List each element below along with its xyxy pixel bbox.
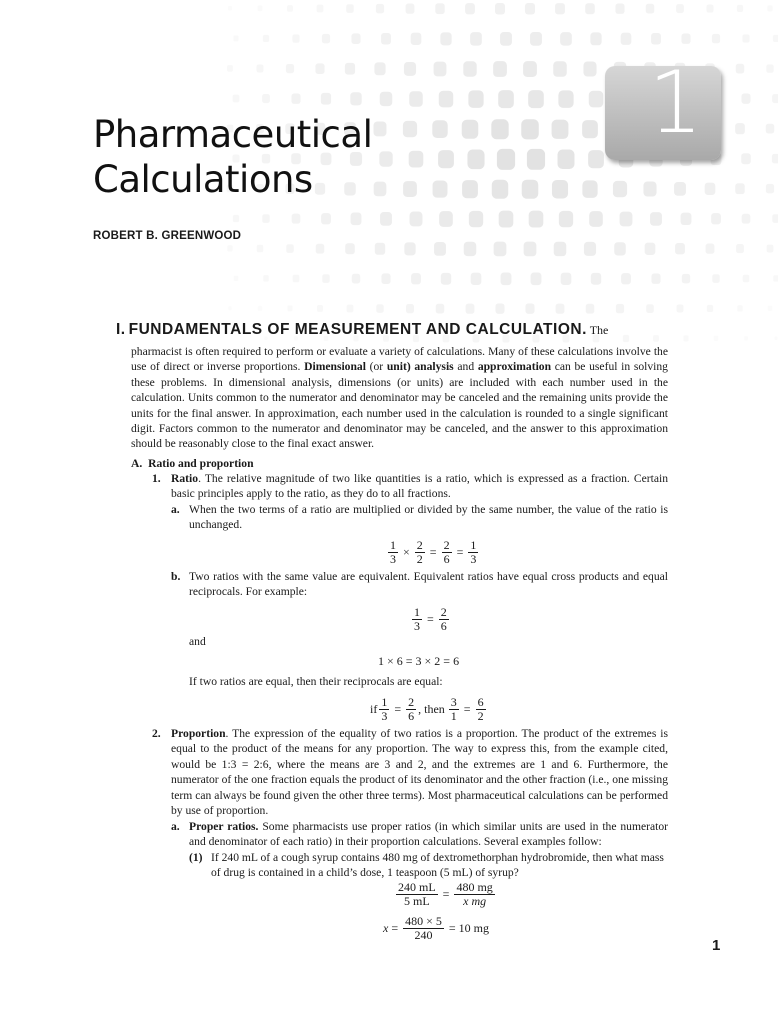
item-2-term: Proportion: [171, 727, 226, 740]
decor-square: [433, 181, 448, 198]
eq1-num4: 1: [470, 538, 477, 552]
decor-square: [291, 93, 300, 103]
page-number: 1: [712, 937, 721, 954]
eq6-num: 480 × 5: [405, 914, 442, 928]
decor-square: [583, 61, 596, 76]
decor-square: [714, 336, 719, 341]
decor-square: [676, 4, 684, 13]
decor-square: [434, 62, 447, 77]
eq5-den2: x mg: [463, 894, 487, 908]
eq1-num1: 1: [390, 538, 396, 552]
eq2-equals: =: [427, 612, 434, 626]
equation-cross-products: 1 × 6 = 3 × 2 = 6: [378, 654, 460, 668]
decor-square: [262, 214, 270, 223]
decor-square: [705, 183, 716, 195]
decor-square: [495, 3, 505, 14]
decor-square: [736, 244, 744, 253]
decor-square: [706, 4, 713, 12]
decor-square: [555, 3, 565, 14]
decor-square: [530, 32, 542, 46]
eq5-num2: 480 mg: [456, 880, 493, 894]
decor-square: [767, 5, 772, 11]
term-unit: unit): [386, 360, 411, 374]
eq1-equals2: =: [456, 545, 464, 559]
decor-square: [582, 120, 598, 138]
eq5-den1: 5 mL: [404, 894, 430, 908]
eq1-den4: 3: [470, 552, 477, 566]
decor-square: [590, 32, 601, 45]
item-1-text: [171, 471, 668, 502]
decor-square: [347, 305, 354, 313]
decor-square: [651, 273, 660, 283]
decor-square: [674, 182, 686, 196]
decor-square: [773, 275, 778, 281]
item-2a-body: Some pharmacists use proper ratios (in which similar units are used in the numerator and denominator of each ratio) in their proportion calculations. Several examples follow:: [189, 820, 669, 849]
decor-square: [351, 33, 360, 44]
decor-square: [263, 35, 269, 42]
eq6-equals1: =: [391, 921, 399, 935]
decor-square: [351, 213, 362, 226]
eq4-den2: 6: [408, 709, 415, 723]
decor-square: [744, 336, 748, 340]
decor-square: [766, 64, 773, 72]
decor-square: [737, 305, 742, 311]
decor-square: [554, 242, 567, 256]
section-i-paragraph: [116, 322, 668, 338]
item-2-body: . The expression of the equality of two ratios is a proportion. The product of the extremes is equal to the product of the means for any proportion. The way to express this, from the example cited, would be 1:3 = 2:6, where the means are 3 and 2, and the extremes are 1 and 6. Furthermore, the numerator of the one fraction equals the product of its denominator and the other fraction (i.e., one missing term can always be found given the other three terms). Most pharmaceutical calculations can be performed by use of proportion.: [171, 727, 668, 818]
equation-solution: [383, 915, 489, 942]
eq6-x: x: [383, 921, 389, 935]
decor-square: [766, 184, 774, 194]
item-1a-text: When the two terms of a ratio are multiplied or divided by the same number, the value of the ratio is unchanged.: [189, 503, 668, 532]
decor-square: [404, 62, 416, 76]
decor-square: [375, 243, 385, 255]
eq4-num3: 3: [450, 695, 457, 709]
decor-square: [436, 304, 444, 314]
decor-square: [682, 274, 690, 284]
decor-square: [493, 61, 507, 77]
decor-square: [501, 273, 512, 286]
decor-square: [440, 32, 451, 45]
decor-square: [315, 63, 324, 74]
eq1-equals1: =: [429, 545, 437, 559]
decor-square: [529, 211, 544, 228]
subsection-a-label: A.: [131, 457, 143, 470]
decor-square: [469, 211, 483, 227]
eq2-num2: 2: [440, 605, 447, 619]
decor-square: [768, 306, 773, 311]
item-2-label: 2.: [152, 727, 161, 740]
decor-square: [528, 90, 544, 108]
decor-square: [585, 3, 595, 14]
decor-square: [525, 3, 535, 15]
decor-square: [677, 305, 684, 313]
decor-square: [462, 120, 478, 139]
decor-square: [582, 180, 597, 197]
decor-square: [411, 273, 421, 284]
decor-square: [621, 33, 632, 45]
chapter-author: ROBERT B. GREENWOOD: [93, 230, 242, 242]
eq4-equals2: =: [463, 702, 471, 716]
eq2-den2: 6: [440, 619, 447, 633]
term-dimensional: Dimensional: [304, 360, 366, 374]
eq1-times: ×: [403, 545, 410, 559]
decor-square: [380, 212, 392, 226]
decor-square: [527, 149, 545, 170]
decor-square: [228, 306, 231, 310]
reciprocal-text: If two ratios are equal, then their reciprocals are equal:: [189, 675, 443, 688]
decor-square: [227, 245, 232, 251]
decor-square: [262, 94, 270, 103]
decor-square: [557, 149, 574, 169]
decor-square: [376, 304, 383, 313]
eq4-num2: 2: [408, 695, 415, 709]
decor-square: [322, 34, 330, 43]
decor-square: [403, 121, 417, 137]
decor-square: [346, 4, 354, 13]
decor-square: [646, 304, 654, 313]
section-i-heading: FUNDAMENTALS OF MEASUREMENT AND CALCULATION.: [128, 321, 587, 338]
decor-square: [406, 304, 414, 313]
decor-square: [467, 149, 484, 169]
item-1-body: . The relative magnitude of two like quantities is a ratio, which is expressed as a fraction. Certain basic principles apply to the ratio, as they do to all fractions.: [171, 472, 668, 501]
decor-square: [286, 64, 294, 73]
decor-square: [441, 273, 451, 285]
decor-square: [381, 33, 391, 44]
decor-square: [552, 180, 568, 198]
decor-square: [706, 244, 715, 254]
decor-square: [711, 213, 721, 224]
equation-proper-ratio: [394, 881, 497, 908]
decor-square: [712, 274, 719, 283]
decor-square: [615, 3, 624, 13]
decor-square: [712, 34, 720, 43]
decor-square: [345, 63, 355, 75]
decor-square: [707, 305, 713, 312]
decor-square: [286, 244, 294, 253]
item-1a-label: a.: [171, 503, 180, 516]
section-i-label: I.: [116, 321, 126, 338]
decor-square: [381, 273, 390, 284]
decor-square: [616, 304, 624, 313]
decor-square: [589, 211, 603, 227]
eq6-equals2: =: [448, 921, 456, 935]
decor-square: [258, 306, 262, 311]
intro-or: (or: [369, 360, 384, 374]
decor-square: [772, 154, 778, 164]
decor-square: [322, 274, 330, 283]
intro-text-1: pharmacist is often required to perform or evaluate a variety of calculations. Many of these calculations involve the use of direct or inverse proportions.: [131, 345, 668, 374]
decor-square: [531, 273, 542, 286]
eq5-num1: 240 mL: [398, 880, 436, 894]
decor-square: [352, 274, 360, 284]
and-text: and: [189, 635, 206, 648]
decor-square: [497, 149, 515, 170]
decor-square: [380, 92, 393, 106]
example-1-text: If 240 mL of a cough syrup contains 480 mg of dextromethorphan hydrobromide, then what mass of drug is contained in a child’s dose, 1 teaspoon (5 mL) of syrup?: [211, 851, 664, 880]
item-1-label: 1.: [152, 472, 161, 485]
chapter-title: [93, 112, 372, 202]
decor-square: [645, 243, 656, 255]
eq4-then: , then: [418, 702, 445, 716]
decor-square: [258, 6, 263, 12]
decor-square: [464, 242, 476, 256]
decor-square: [621, 273, 631, 284]
intro-text-2: can be useful in solving these problems. In dimensional analysis, dimensions (or units) are included with each number used in the calculation. Units common to the numerator and denominator may be canceled and the remaining units provide the units for the final answer. In approximation, each number used in the calculation is rounded to a single significant digit. Factors common to the numerator and denominator may be canceled, and the answer to this approximation should be reasonably close to the final exact answer.: [131, 360, 668, 451]
item-1-term: Ratio: [171, 472, 199, 485]
decor-square: [317, 305, 323, 312]
eq6-den: 240: [414, 928, 433, 942]
decor-square: [735, 123, 745, 134]
decor-square: [292, 214, 301, 224]
decor-square: [736, 64, 744, 74]
item-2a-term: Proper ratios.: [189, 820, 259, 833]
decor-square: [650, 212, 662, 226]
decor-square: [287, 5, 293, 12]
eq2-den1: 3: [414, 619, 420, 633]
item-2-text: [171, 726, 668, 818]
decor-square: [439, 211, 453, 227]
decor-square: [435, 3, 444, 14]
decor-square: [675, 243, 685, 254]
eq2-num1: 1: [414, 605, 420, 619]
decor-square: [321, 93, 331, 105]
decor-square: [775, 337, 778, 340]
chapter-number: 1: [648, 53, 703, 153]
decor-square: [409, 91, 423, 107]
decor-square: [584, 242, 596, 256]
section-i-intro-first: The: [589, 323, 609, 337]
decor-square: [227, 65, 233, 72]
equation-equivalent-ratios: [410, 606, 451, 633]
decor-square: [350, 92, 361, 105]
decor-square: [376, 4, 384, 14]
item-1b-label: b.: [171, 570, 181, 583]
example-1-label: (1): [189, 851, 203, 864]
decor-square: [742, 94, 751, 104]
decor-square: [772, 94, 778, 103]
eq5-equals: =: [442, 887, 450, 901]
decor-square: [438, 150, 454, 168]
decor-square: [681, 213, 692, 225]
decor-square: [374, 122, 387, 137]
decor-square: [292, 34, 299, 42]
decor-square: [293, 275, 300, 283]
decor-square: [552, 120, 569, 139]
term-analysis: analysis: [414, 360, 454, 374]
decor-square: [439, 91, 453, 108]
decor-square: [409, 151, 424, 168]
decor-square: [410, 212, 423, 227]
decor-square: [742, 214, 751, 224]
decor-square: [766, 124, 774, 134]
decor-square: [403, 181, 417, 197]
decor-square: [683, 335, 688, 341]
decor-square: [492, 180, 508, 199]
decor-square: [742, 34, 749, 42]
decor-square: [316, 244, 325, 254]
item-2a-label: a.: [171, 820, 180, 833]
decor-square: [524, 242, 537, 257]
section-i-intro: [131, 344, 668, 452]
decor-square: [499, 211, 514, 228]
eq1-den2: 2: [416, 552, 423, 566]
decor-square: [233, 35, 238, 41]
decor-square: [470, 32, 482, 45]
decor-square: [465, 3, 475, 14]
decor-square: [404, 242, 415, 255]
decor-square: [558, 90, 573, 107]
eq1-den1: 3: [390, 552, 396, 566]
subsection-a-title: Ratio and proportion: [148, 457, 254, 470]
decor-square: [589, 91, 603, 108]
term-approximation: approximation: [477, 360, 552, 374]
eq4-if: if: [370, 702, 378, 716]
chapter-title-line2: Calculations: [93, 158, 313, 201]
decor-square: [559, 211, 573, 227]
decor-square: [522, 180, 539, 199]
item-1b-text: Two ratios with the same value are equivalent. Equivalent ratios have equal cross products and equal reciprocals. For example:: [189, 570, 668, 599]
decor-square: [345, 243, 355, 254]
item-2a-text: [189, 819, 668, 850]
decor-square: [491, 119, 508, 139]
eq1-num3: 2: [443, 538, 450, 552]
decor-square: [526, 304, 535, 314]
decor-square: [646, 4, 655, 14]
decor-square: [772, 214, 778, 223]
decor-square: [494, 242, 507, 257]
decor-square: [466, 304, 475, 314]
intro-and: and: [457, 360, 475, 374]
decor-square: [681, 33, 690, 43]
decor-square: [234, 276, 239, 281]
decor-square: [406, 4, 415, 14]
decor-square: [741, 153, 751, 164]
equation-ratio-unchanged: [386, 539, 480, 566]
eq4-equals1: =: [394, 702, 402, 716]
decor-square: [471, 273, 482, 285]
decor-square: [521, 119, 539, 139]
decor-square: [735, 183, 744, 194]
decor-square: [614, 242, 626, 255]
chapter-title-line1: Pharmaceutical: [93, 113, 373, 156]
decor-square: [233, 95, 240, 103]
eq4-den4: 2: [477, 709, 484, 723]
decor-square: [463, 61, 476, 76]
decor-square: [257, 65, 264, 73]
eq4-num1: 1: [381, 695, 388, 709]
decor-square: [379, 151, 392, 166]
eq4-den1: 3: [381, 709, 388, 723]
decor-square: [432, 120, 447, 138]
decor-square: [500, 32, 512, 46]
decor-square: [257, 245, 263, 252]
decor-square: [374, 182, 387, 197]
decor-square: [556, 304, 565, 314]
subsection-a-heading: [131, 456, 254, 471]
decor-square: [434, 242, 446, 256]
decor-square: [317, 5, 324, 13]
decor-square: [560, 32, 572, 45]
decor-square: [767, 245, 774, 253]
decor-square: [233, 215, 239, 222]
decor-square: [468, 90, 483, 108]
equation-reciprocals: [370, 696, 488, 723]
decor-square: [588, 150, 604, 168]
decor-square: [613, 181, 627, 197]
eq1-den3: 6: [443, 552, 450, 566]
decor-square: [561, 273, 572, 285]
eq4-den3: 1: [450, 709, 457, 723]
eq6-result: 10 mg: [458, 921, 490, 935]
decor-square: [287, 305, 292, 311]
eq1-num2: 2: [416, 538, 423, 552]
decor-square: [643, 181, 656, 196]
decor-square: [462, 180, 478, 198]
decor-square: [591, 273, 601, 285]
decor-square: [321, 213, 331, 224]
decor-square: [651, 33, 661, 44]
decor-square: [586, 304, 595, 314]
decor-square: [553, 61, 567, 77]
decor-square: [523, 61, 537, 77]
decor-square: [374, 62, 385, 75]
decor-square: [743, 275, 750, 283]
decor-square: [411, 33, 422, 45]
decor-square: [773, 35, 778, 42]
eq4-num4: 6: [477, 695, 484, 709]
decor-square: [498, 90, 514, 108]
decor-square: [228, 6, 232, 10]
chapter-number-box: [605, 53, 721, 160]
decor-square: [496, 304, 505, 314]
decor-square: [737, 5, 743, 12]
decor-square: [620, 212, 633, 227]
decor-square: [263, 275, 269, 281]
